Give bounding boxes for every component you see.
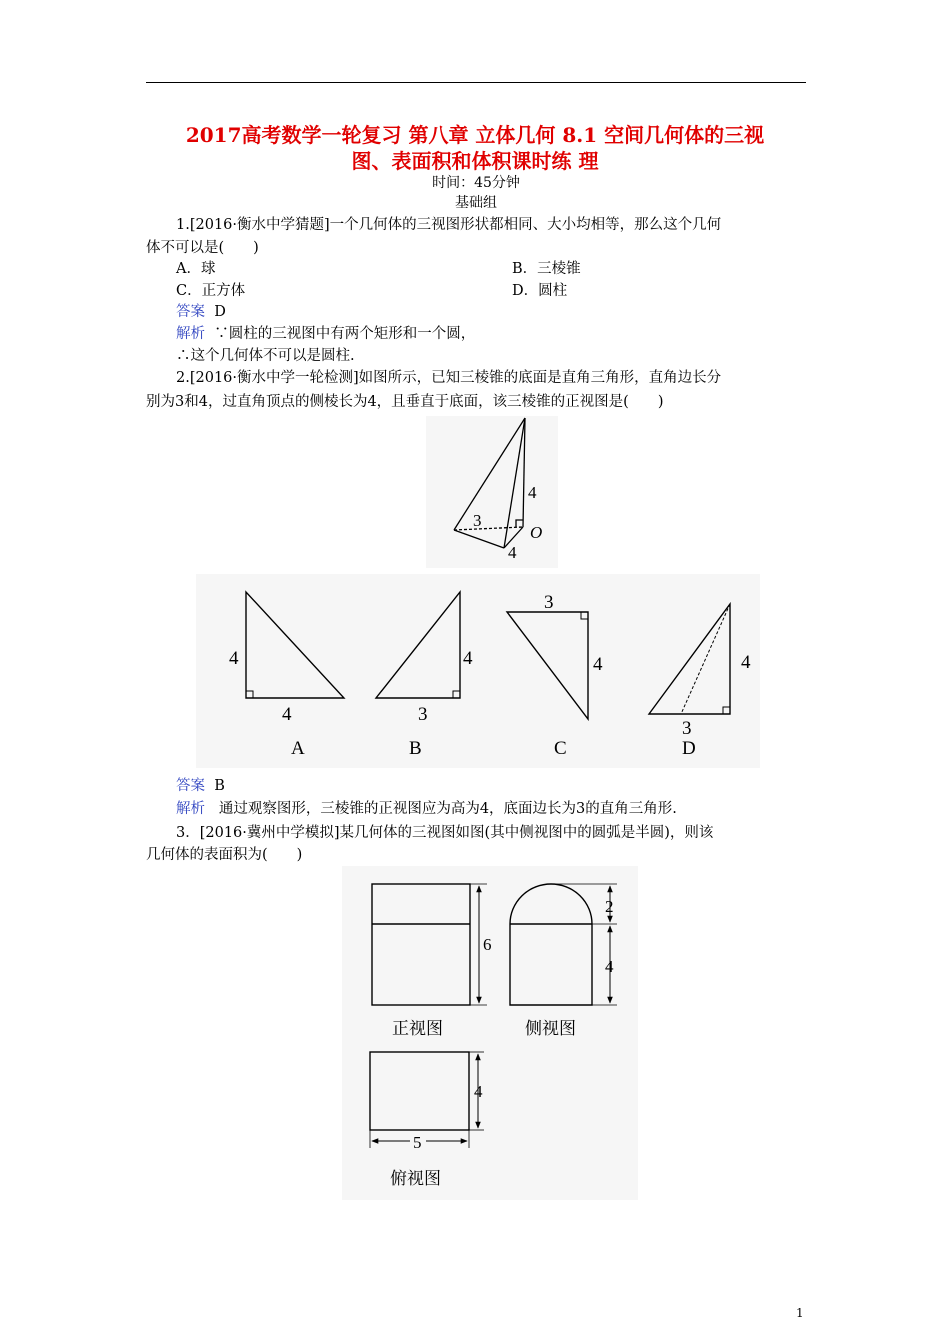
q2-analysis-label: 解析	[176, 801, 205, 817]
side-view-caption: 侧视图	[525, 1019, 576, 1038]
q2-analysis	[176, 799, 677, 819]
top-view-caption: 俯视图	[390, 1169, 441, 1188]
option-d-side-label: 4	[741, 652, 751, 673]
option-d-triangle	[649, 604, 730, 714]
option-d-right-angle	[723, 707, 730, 714]
three-views-figure	[342, 866, 638, 1200]
q2-stem-line-1: 2.[2016·衡水中学一轮检测]如图所示，已知三棱锥的底面是直角三角形，直角边长分	[176, 370, 722, 386]
front-view-caption: 正视图	[392, 1019, 443, 1038]
right-angle-mark	[516, 520, 523, 527]
option-b-bottom-label: 3	[418, 704, 428, 725]
option-a-triangle	[246, 592, 344, 698]
q1-analysis-line-2: ∴这个几何体不可以是圆柱.	[176, 348, 355, 364]
pyramid-figure	[426, 416, 558, 568]
front-view	[372, 884, 492, 1038]
pyramid-label-base-b: 4	[508, 543, 517, 562]
option-c-view	[507, 592, 603, 759]
side-view	[510, 884, 617, 1038]
doc-title-line-2: 图、表面积和体积课时练 理	[351, 149, 599, 173]
option-d-hidden-edge	[681, 604, 730, 714]
doc-title-line-1: 2017高考数学一轮复习 第八章 立体几何 8.1 空间几何体的三视	[185, 123, 765, 147]
option-b-side-label: 4	[463, 648, 473, 669]
option-c-right-angle	[581, 612, 588, 619]
q1-option-d: D．圆柱	[512, 283, 568, 299]
q3-stem-line-2: 几何体的表面积为( )	[146, 847, 303, 863]
q2-answer-label: 答案	[176, 778, 205, 794]
front-view-height-label: 6	[483, 935, 492, 954]
q1-analysis	[176, 324, 475, 344]
top-view-width-label: 5	[413, 1133, 422, 1152]
header-rule	[146, 82, 806, 83]
option-d-bottom-label: 3	[682, 718, 692, 739]
option-b-letter: B	[409, 738, 422, 759]
pyramid-edge-vertical	[523, 418, 525, 527]
q1-answer	[176, 302, 226, 322]
option-a-bottom-label: 4	[282, 704, 292, 725]
q1-analysis-label: 解析	[176, 326, 205, 342]
front-view-rect	[372, 884, 470, 1005]
pyramid-label-base-a: 3	[473, 511, 482, 530]
option-a-right-angle	[246, 691, 253, 698]
top-view-height-label: 4	[474, 1082, 483, 1101]
q1-stem-line-1: 1.[2016·衡水中学猜题]一个几何体的三视图形状都相同、大小均相等，那么这个几何	[176, 217, 722, 233]
q1-stem-line-2: 体不可以是( )	[146, 240, 259, 256]
q1-option-b: B．三棱锥	[512, 261, 581, 277]
page-number: 1	[796, 1306, 804, 1320]
group-heading: 基础组	[455, 195, 497, 211]
q2-analysis-text: 通过观察图形，三棱锥的正视图应为高为4，底面边长为3的直角三角形.	[218, 801, 677, 817]
option-c-letter: C	[554, 738, 567, 759]
q2-answer-value: B	[214, 778, 225, 794]
side-view-bottom-label: 4	[605, 957, 614, 976]
option-c-triangle	[507, 612, 588, 719]
pyramid-label-height: 4	[528, 483, 537, 502]
option-c-top-label: 3	[544, 592, 554, 613]
option-a-side-label: 4	[229, 648, 239, 669]
side-view-top-label: 2	[605, 897, 614, 916]
pyramid-edge-left	[454, 418, 525, 530]
side-view-shape	[510, 884, 592, 1005]
option-a-letter: A	[291, 738, 305, 759]
q3-stem-line-1: 3．[2016·冀州中学模拟]某几何体的三视图如图(其中侧视图中的圆弧是半圆)，则该	[176, 825, 714, 841]
q1-option-a: A．球	[176, 261, 216, 277]
pyramid-base-edge-1	[454, 530, 504, 548]
q1-answer-value: D	[214, 304, 226, 320]
pyramid-label-vertex: O	[530, 523, 543, 542]
q2-stem-line-2: 别为3和4，过直角顶点的侧棱长为4，且垂直于底面，该三棱锥的正视图是( )	[146, 394, 664, 410]
q2-options-figure	[196, 574, 760, 768]
option-d-view	[649, 604, 751, 759]
top-view	[370, 1052, 484, 1188]
option-b-view	[376, 592, 473, 759]
option-a-view	[229, 592, 344, 759]
option-c-side-label: 4	[593, 654, 603, 675]
option-b-triangle	[376, 592, 460, 698]
option-d-letter: D	[682, 738, 696, 759]
option-b-right-angle	[453, 691, 460, 698]
q1-option-c: C．正方体	[176, 283, 246, 299]
q1-analysis-line-1: ∵圆柱的三视图中有两个矩形和一个圆，	[214, 326, 476, 342]
q2-answer	[176, 776, 225, 796]
top-view-rect	[370, 1052, 469, 1130]
pyramid-hidden-edge	[454, 527, 523, 530]
time-limit: 时间：45分钟	[432, 175, 520, 191]
q1-answer-label: 答案	[176, 304, 205, 320]
